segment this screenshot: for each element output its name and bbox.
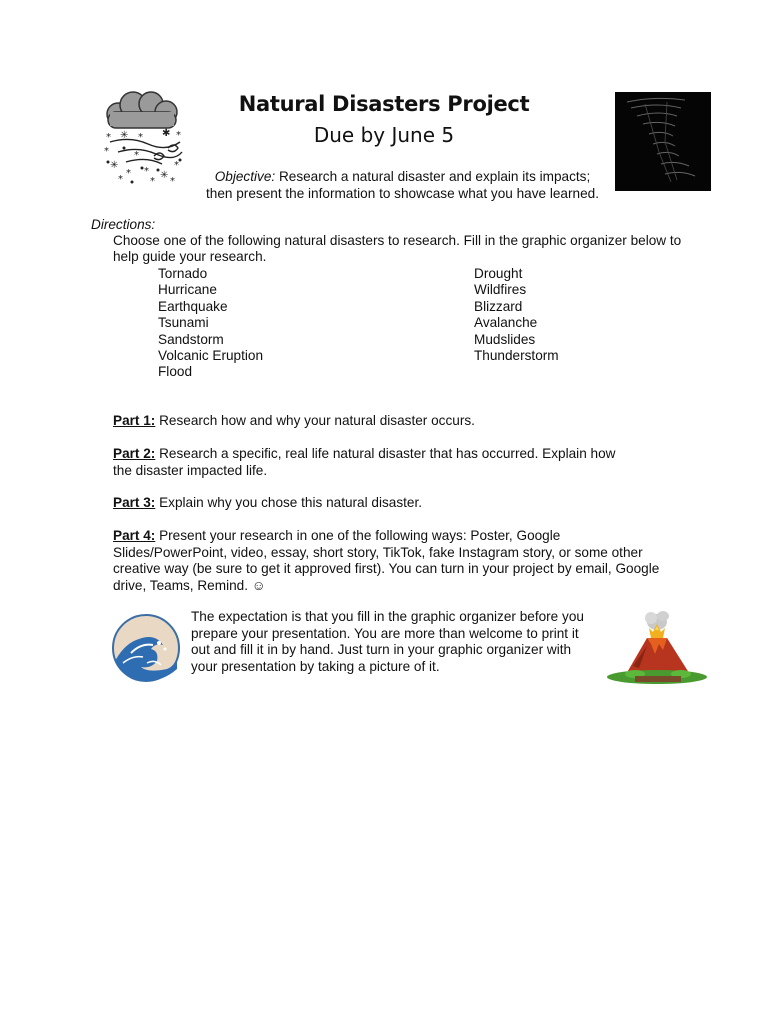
disaster-item: Blizzard: [474, 298, 523, 314]
disaster-item: Wildfires: [474, 282, 527, 298]
objective-line-1: Research a natural disaster and explain its impacts;: [275, 169, 591, 184]
part-text: Explain why you chose this natural disaster.: [155, 495, 423, 510]
part-1: [113, 413, 683, 430]
disaster-item: Tsunami: [158, 315, 209, 331]
page-title: Natural Disasters Project: [238, 92, 530, 116]
disaster-item: Drought: [474, 266, 523, 281]
directions-label: Directions:: [91, 217, 156, 232]
svg-text:✳: ✳: [120, 130, 129, 141]
disaster-item: Mudslides: [474, 331, 536, 347]
disaster-list-left: [158, 266, 263, 381]
part-3: [113, 495, 683, 512]
due-date: Due by June 5: [313, 123, 455, 147]
part-text: Research how and why your natural disaster occurs.: [155, 413, 475, 428]
disaster-item: Tornado: [158, 266, 208, 281]
wave-icon: [111, 613, 181, 683]
part-label: Part 4:: [113, 528, 156, 543]
part-4: [113, 528, 678, 594]
svg-text:*: *: [176, 130, 181, 141]
part-label: Part 2:: [113, 446, 156, 461]
svg-text:*: *: [138, 132, 143, 143]
disaster-item: Sandstorm: [158, 331, 224, 347]
directions-intro: Choose one of the following natural disasters to research. Fill in the graphic organizer below to help guide your research.: [113, 233, 682, 265]
svg-text:*: *: [150, 176, 155, 186]
svg-text:*: *: [126, 168, 131, 179]
part-label: Part 1:: [113, 413, 156, 428]
disaster-item: Flood: [158, 364, 193, 380]
part-2: [113, 446, 633, 479]
svg-text:✱: ✱: [162, 128, 171, 139]
disaster-item: Volcanic Eruption: [158, 348, 264, 364]
svg-text:*: *: [174, 160, 179, 171]
objective-line-2: then present the information to showcase what you have learned.: [206, 186, 599, 201]
disaster-item: Hurricane: [158, 282, 217, 298]
objective-label: Objective:: [214, 169, 276, 184]
volcano-icon: [605, 610, 709, 686]
part-text: Research a specific, real life natural disaster that has occurred. Explain how the disaster impacted life.: [113, 446, 616, 478]
svg-text:*: *: [134, 150, 139, 161]
expectation-text: The expectation is that you fill in the graphic organizer before you prepare your presentation. You are more than welcome to print it out and fill it in by hand. Just turn in your graphic organizer with your presentation by taking a picture of it.: [191, 609, 584, 674]
disaster-list-right: [474, 266, 559, 364]
part-text: Present your research in one of the following ways: Poster, Google Slides/PowerPoint, video, essay, short story, TikTok, fake Instagram story, or some other creative way (be sure to get it approved first). You can turn in your project by email, Google drive, Teams, Remind. ☺: [113, 528, 660, 593]
svg-text:*: *: [104, 146, 109, 157]
objective-text: [190, 168, 615, 202]
svg-text:*: *: [106, 132, 111, 143]
disaster-item: Earthquake: [158, 298, 228, 314]
disaster-item: Thunderstorm: [474, 348, 559, 364]
part-label: Part 3:: [113, 495, 156, 510]
svg-text:*: *: [144, 166, 149, 177]
svg-text:✳: ✳: [160, 170, 169, 181]
svg-text:*: *: [170, 176, 175, 186]
disaster-item: Avalanche: [474, 315, 538, 331]
svg-text:*: *: [118, 174, 123, 185]
svg-text:✳: ✳: [110, 160, 119, 171]
